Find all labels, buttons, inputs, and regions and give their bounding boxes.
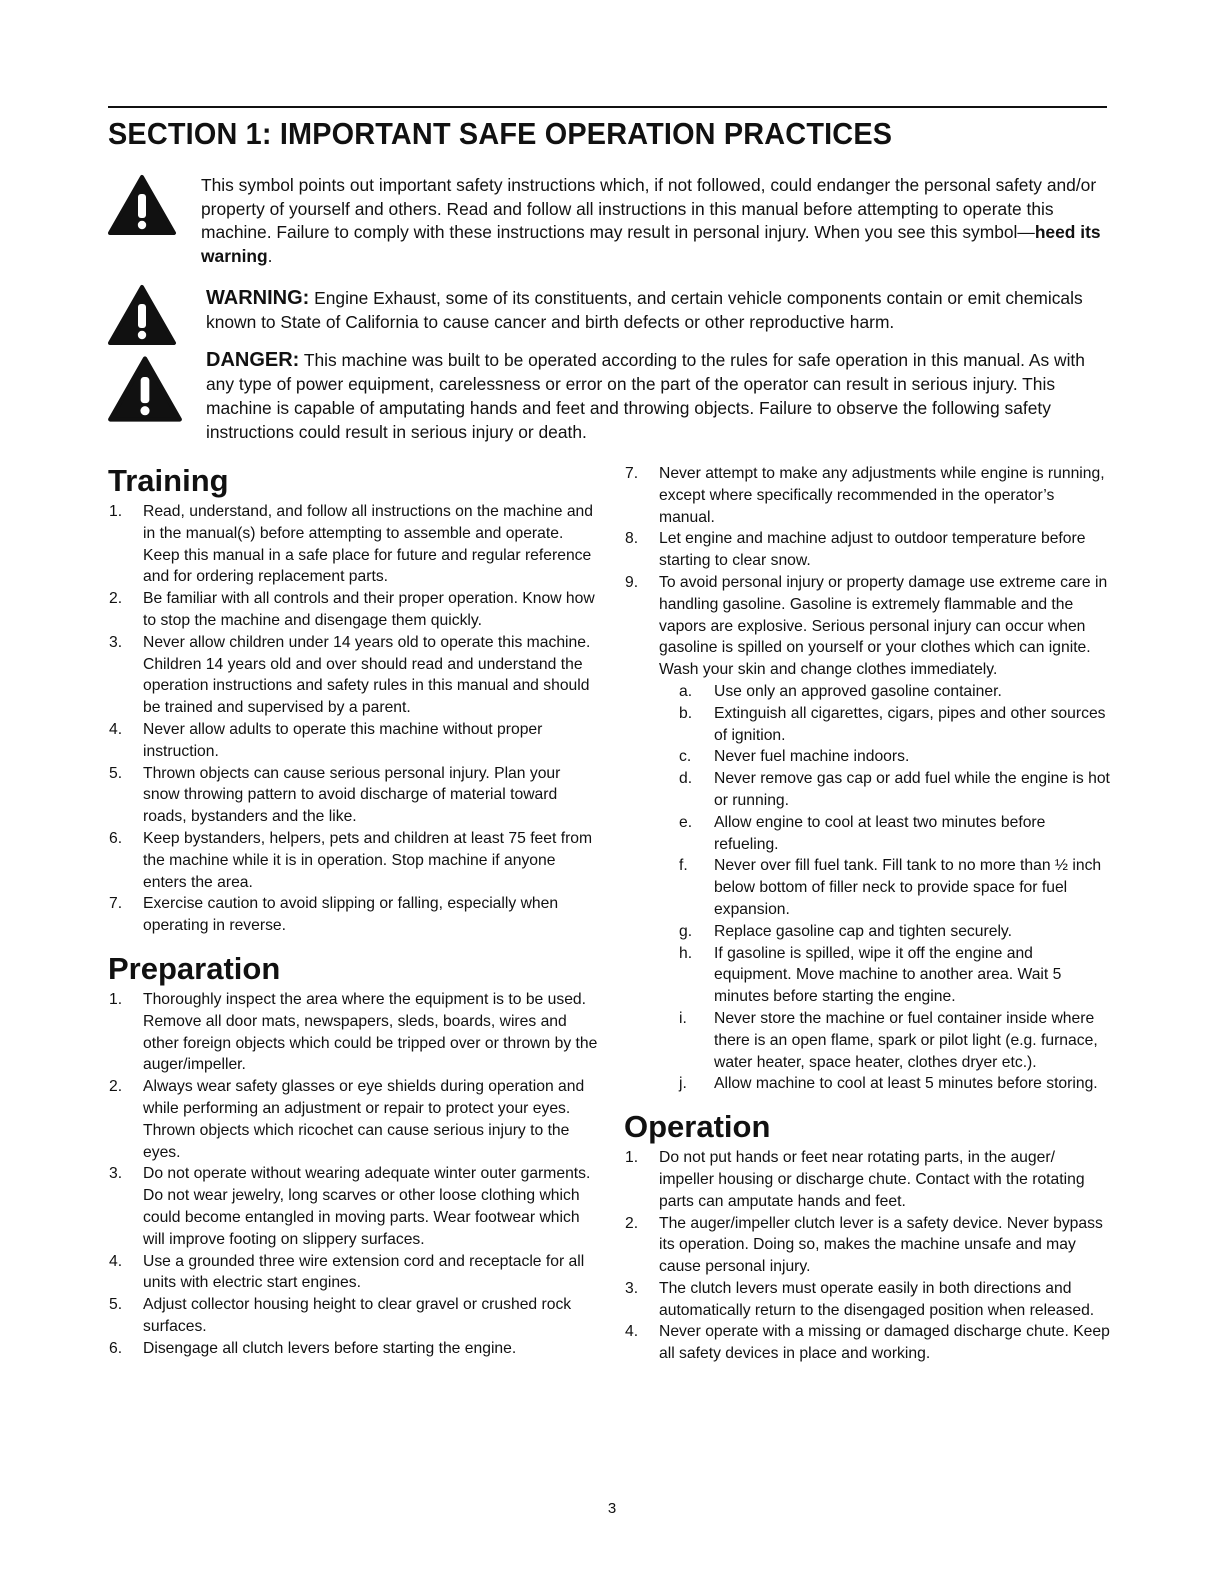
sub-list-item: d. Never remove gas cap or add fuel while the engine is hot or running. (679, 770, 1110, 809)
intro-paragraph (201, 174, 1101, 268)
page-number: 3 (607, 1500, 617, 1517)
intro-emphasis: heed its warning (201, 222, 1101, 266)
list-item: 1. Thoroughly inspect the area where the equipment is to be used. Remove all door mats, newspapers, sleds, boards, wires and other foreign objects which could be tripped over or thrown by the auger/impeller. (109, 990, 598, 1074)
list-item: 1. Read, understand, and follow all instructions on the machine and in the manual(s) before attempting to assemble and operate. Keep this manual in a safe place for future and regular reference and for ordering replacement parts. (109, 503, 593, 586)
header-rule (108, 106, 1107, 108)
warning-text: Engine Exhaust, some of its constituents, and certain vehicle components contain or emit chemicals known to State of California to cause cancer and birth defects or other reproductive harm. (206, 288, 1083, 332)
safety-alert-icon (107, 174, 177, 236)
warning-label: WARNING: (206, 287, 310, 309)
list-item: 4. Never allow adults to operate this machine without proper instruction. (109, 720, 543, 760)
sub-list-item: e. Allow engine to cool at least two minutes before refueling. (679, 813, 1046, 853)
section-title: SECTION 1: IMPORTANT SAFE OPERATION PRACTICES (108, 116, 893, 151)
list-item: 3. The clutch levers must operate easily in both directions and automatically return to the disengaged position when released. (625, 1279, 1095, 1319)
danger-paragraph (206, 348, 1111, 444)
list-item: 9. To avoid personal injury or property damage use extreme care in handling gasoline. Gasoline is extremely flammable and the vapors are explosive. Serious personal injury can occur when gasoline is spilled on yourself or your clothes which can ignite. Wash your skin and change clothes immediately. a. Use only an approved gasoline container. b. Extinguish all cigarettes, cigars, pipes and other sources of ignition. c. Never fuel machine indoors. d. Never remove gas cap or add fuel while the engine is hot or running. e. Allow engine to cool at least two minutes before refueling. f. Never over fill fuel tank. Fill tank to no more than ½ inch below bottom of filler neck to provide space for fuel expansion. g. Replace gasoline cap and tighten securely. h. If gasoline is spilled, wipe it off the engine and equipment. Move machine to another area. Wait 5 minutes before starting the engine. i. Never store the machine or fuel container inside where there is an open flame, spark or pilot light (e.g. furnace, water heater, space heater, clothes dryer etc.). j. Allow machine to cool at least 5 minutes before storing. (624, 572, 1114, 1095)
list-item: 4. Use a grounded three wire extension cord and receptacle for all units with electric start engines. (109, 1252, 585, 1292)
right-column (624, 463, 1114, 1365)
list-item: 5. Thrown objects can cause serious personal injury. Plan your snow throwing pattern to avoid discharge of material toward roads, bystanders and the like. (109, 764, 561, 826)
list-item: 2. The auger/impeller clutch lever is a safety device. Never bypass its operation. Doing so, makes the machine unsafe and may cause personal injury. (625, 1214, 1103, 1276)
operation-list (624, 1147, 1114, 1365)
left-column (108, 461, 598, 1359)
danger-text: This machine was built to be operated according to the rules for safe operation in this manual. As with any type of power equipment, carelessness or error on the part of the operator can result in serious injury. This machine is capable of amputating hands and feet and throwing objects. Failure to observe the following safety instructions could result in serious injury or death. (206, 350, 1085, 442)
sub-list-item: f. Never over fill fuel tank. Fill tank to no more than ½ inch below bottom of filler neck to provide space for fuel expansion. (679, 857, 1102, 918)
list-item: 2. Be familiar with all controls and their proper operation. Know how to stop the machine and disengage them quickly. (109, 590, 595, 629)
preparation-list (108, 989, 598, 1360)
danger-label: DANGER: (206, 349, 300, 371)
sub-list-item: j. Allow machine to cool at least 5 minutes before storing. (679, 1075, 1098, 1093)
list-item: 7. Never attempt to make any adjustments while engine is running, except where specifically recommended in the operator’s manual. (625, 465, 1105, 526)
sub-list-item: b. Extinguish all cigarettes, cigars, pipes and other sources of ignition. (679, 704, 1106, 744)
list-item: 6. Keep bystanders, helpers, pets and children at least 75 feet from the machine while it is in operation. Stop machine if anyone enters the area. (109, 829, 593, 891)
list-item: 7. Exercise caution to avoid slipping or falling, especially when operating in reverse. (109, 895, 559, 935)
list-item: 5. Adjust collector housing height to clear gravel or crushed rock surfaces. (109, 1296, 572, 1335)
training-list (108, 501, 598, 937)
gasoline-sublist (659, 681, 1114, 1095)
danger-alert-icon (107, 354, 183, 424)
preparation-heading: Preparation (108, 950, 281, 986)
intro-end: . (267, 245, 273, 266)
training-heading: Training (108, 463, 229, 498)
list-item: 8. Let engine and machine adjust to outdoor temperature before starting to clear snow. (625, 530, 1086, 570)
sub-list-item: i. Never store the machine or fuel container inside where there is an open flame, spark or pilot light (e.g. furnace, water heater, space heater, clothes dryer etc.). (679, 1009, 1098, 1071)
warning-alert-icon (107, 284, 177, 346)
list-item: 2. Always wear safety glasses or eye shields during operation and while performing an adjustment or repair to protect your eyes. Thrown objects which ricochet can cause serious injury to the eyes. (109, 1078, 585, 1161)
intro-text: This symbol points out important safety instructions which, if not followed, could endanger the personal safety and/or property of yourself and others. Read and follow all instructions in this manual before attempting to operate this machine. Failure to comply with these instructions may result in personal injury. When you see this symbol— (201, 175, 1097, 242)
list-item: 4. Never operate with a missing or damaged discharge chute. Keep all safety devices in place and working. (625, 1323, 1110, 1363)
list-item: 6. Disengage all clutch levers before starting the engine. (109, 1339, 517, 1357)
preparation-list-continued (624, 463, 1114, 1095)
operation-heading: Operation (624, 1109, 771, 1145)
sub-list-item: h. If gasoline is spilled, wipe it off the engine and equipment. Move machine to another area. Wait 5 minutes before starting the engine. (679, 944, 1062, 1006)
warning-paragraph (206, 286, 1111, 334)
list-item: 1. Do not put hands or feet near rotating parts, in the auger/ impeller housing or discharge chute. Contact with the rotating parts can amputate hands and feet. (625, 1149, 1085, 1210)
sub-list-item: a. Use only an approved gasoline container. (679, 682, 1002, 700)
sub-list-item: c. Never fuel machine indoors. (679, 748, 910, 766)
list-item: 3. Do not operate without wearing adequate winter outer garments. Do not wear jewelry, long scarves or other loose clothing which could become entangled in moving parts. Wear footwear which will improve footing on slippery surfaces. (109, 1165, 591, 1248)
list-item: 3. Never allow children under 14 years old to operate this machine. Children 14 years old and over should read and understand the operation instructions and safety rules in this manual and should be trained and supervised by a parent. (109, 633, 591, 717)
sub-list-item: g. Replace gasoline cap and tighten securely. (679, 922, 1012, 940)
